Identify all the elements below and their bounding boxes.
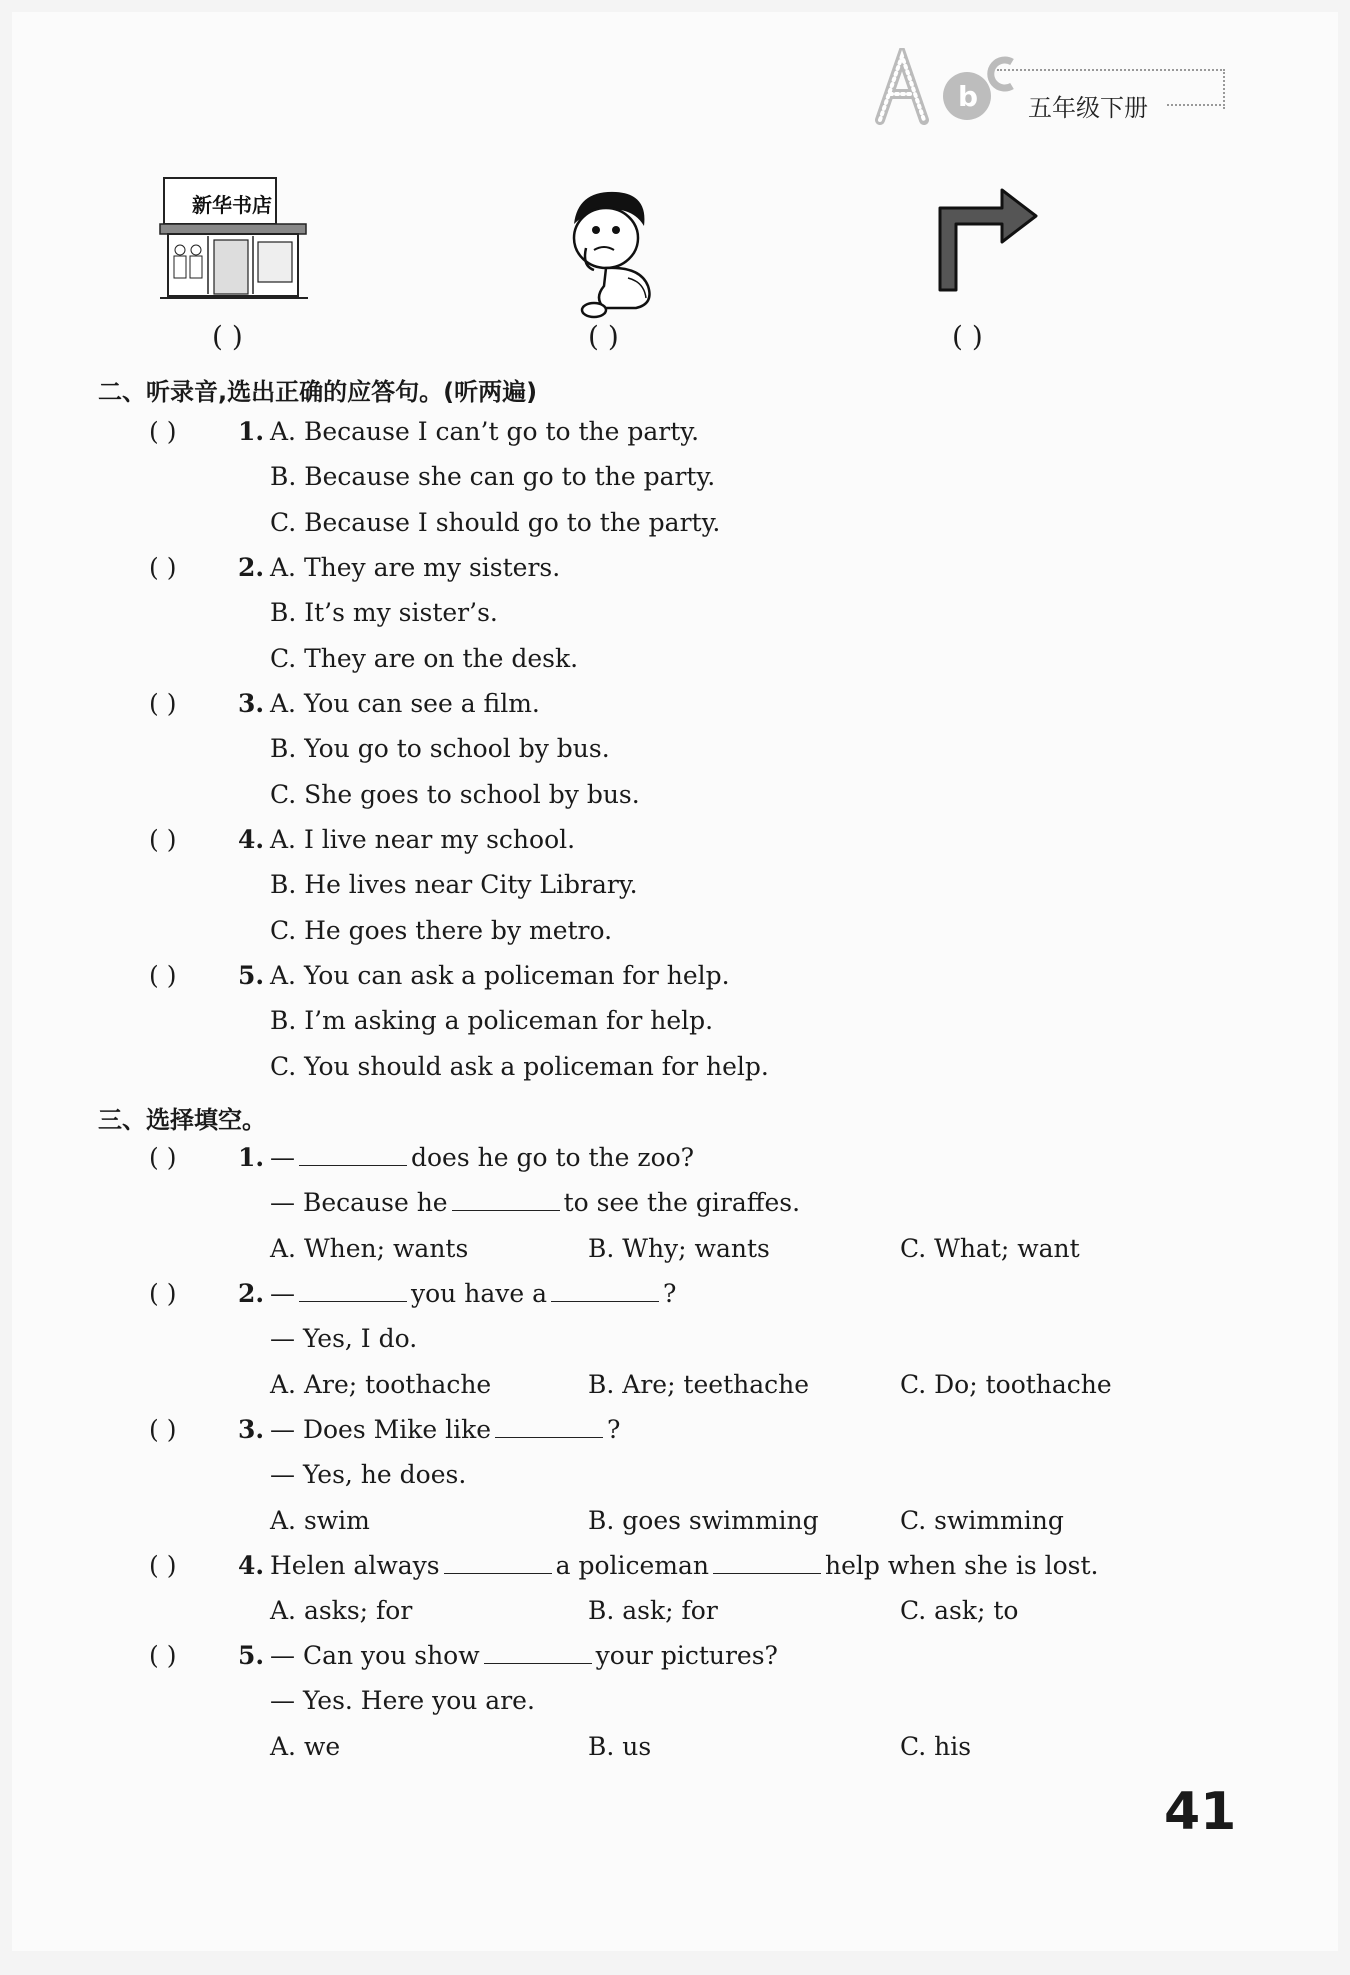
s3-q3-line-1 (270, 1415, 620, 1445)
s2-q4-number: 4. (238, 825, 265, 854)
s3-q2-option-a: A. Are; toothache (270, 1370, 492, 1399)
s3-q4-blank-2[interactable] (713, 1551, 821, 1574)
s2-q1-bracket[interactable]: ( ) (149, 417, 177, 446)
s3-q3-l1-end: ? (607, 1415, 621, 1444)
s2-q2-number: 2. (238, 553, 265, 582)
s3-q3-option-a: A. swim (270, 1506, 370, 1535)
grade-label: 五年级下册 (1028, 94, 1148, 122)
section-2-title: 二、听录音,选出正确的应答句。(听两遍) (98, 378, 538, 406)
s3-q5-option-c: C. his (900, 1732, 972, 1761)
page-number: 41 (1164, 1782, 1237, 1842)
s3-q1-blank-1[interactable] (299, 1143, 407, 1166)
s3-q3-bracket[interactable]: ( ) (149, 1415, 177, 1444)
s3-q3-l1-prefix: — Does Mike like (270, 1415, 492, 1444)
s3-q3-number: 3. (238, 1415, 265, 1444)
s3-q2-blank-1[interactable] (299, 1279, 407, 1302)
s3-q4-l1-mid: a policeman (555, 1551, 709, 1580)
s3-q1-option-c: C. What; want (900, 1234, 1080, 1263)
s3-q1-bracket[interactable]: ( ) (149, 1143, 177, 1172)
s2-q2-option-c: C. They are on the desk. (270, 644, 579, 673)
s2-q1-number: 1. (238, 417, 265, 446)
s3-q4-option-a: A. asks; for (270, 1596, 413, 1625)
s3-q5-line-2: — Yes. Here you are. (270, 1686, 535, 1715)
worksheet-page (12, 12, 1338, 1951)
s2-q3-option-b: B. You go to school by bus. (270, 734, 610, 763)
s3-q2-number: 2. (238, 1279, 265, 1308)
s3-q5-l1-prefix: — Can you show (270, 1641, 480, 1670)
s3-q3-blank-1[interactable] (495, 1415, 603, 1438)
s3-q3-line-2: — Yes, he does. (270, 1460, 467, 1489)
picture-2-answer-bracket[interactable]: ( ) (588, 320, 619, 353)
s3-q5-number: 5. (238, 1641, 265, 1670)
s3-q2-bracket[interactable]: ( ) (149, 1279, 177, 1308)
s3-q4-number: 4. (238, 1551, 265, 1580)
s3-q2-l1-prefix: — (270, 1279, 295, 1308)
s2-q4-option-b: B. He lives near City Library. (270, 870, 638, 899)
bookstore-sign: 新华书店 (192, 193, 272, 217)
s3-q3-option-b: B. goes swimming (588, 1506, 819, 1535)
s2-q5-option-c: C. You should ask a policeman for help. (270, 1052, 769, 1081)
s3-q1-option-b: B. Why; wants (588, 1234, 770, 1263)
s3-q2-blank-2[interactable] (551, 1279, 659, 1302)
s3-q5-l1-end: your pictures? (595, 1641, 778, 1670)
picture-3-answer-bracket[interactable]: ( ) (952, 320, 983, 353)
s3-q4-option-b: B. ask; for (588, 1596, 718, 1625)
s3-q5-option-b: B. us (588, 1732, 652, 1761)
svg-text:b: b (958, 80, 979, 113)
picture-1-answer-bracket[interactable]: ( ) (212, 320, 243, 353)
s2-q4-bracket[interactable]: ( ) (149, 825, 177, 854)
s2-q2-option-b: B. It’s my sister’s. (270, 598, 498, 627)
s3-q5-option-a: A. we (270, 1732, 341, 1761)
grade-dotted-line (1167, 104, 1221, 106)
s3-q4-line-1 (270, 1551, 1099, 1581)
s2-q1-option-a: A. Because I can’t go to the party. (270, 417, 700, 446)
s3-q2-option-b: B. Are; teethache (588, 1370, 810, 1399)
s2-q3-option-a: A. You can see a film. (270, 689, 540, 718)
s2-q5-number: 5. (238, 961, 265, 990)
s3-q1-blank-2[interactable] (452, 1188, 560, 1211)
s3-q1-line-1 (270, 1143, 694, 1173)
s2-q5-option-b: B. I’m asking a policeman for help. (270, 1006, 714, 1035)
s3-q2-line-1 (270, 1279, 676, 1309)
s2-q1-option-b: B. Because she can go to the party. (270, 462, 716, 491)
s2-q2-option-a: A. They are my sisters. (270, 553, 561, 582)
s3-q5-line-1 (270, 1641, 778, 1671)
s2-q4-option-c: C. He goes there by metro. (270, 916, 613, 945)
s3-q4-l1-prefix: Helen always (270, 1551, 440, 1580)
s3-q1-l2-rest: to see the giraffes. (563, 1188, 801, 1217)
s2-q3-number: 3. (238, 689, 265, 718)
s2-q3-option-c: C. She goes to school by bus. (270, 780, 640, 809)
bookstore-icon (158, 174, 310, 302)
s2-q3-bracket[interactable]: ( ) (149, 689, 177, 718)
boy-toothache-icon (564, 186, 668, 320)
s3-q1-l1-prefix: — (270, 1143, 295, 1172)
s3-q1-l1-rest: does he go to the zoo? (411, 1143, 695, 1172)
s3-q2-option-c: C. Do; toothache (900, 1370, 1112, 1399)
s3-q5-blank-1[interactable] (484, 1641, 592, 1664)
section-3-title: 三、选择填空。 (98, 1106, 266, 1134)
s3-q2-l1-mid: you have a (411, 1279, 547, 1308)
s2-q5-bracket[interactable]: ( ) (149, 961, 177, 990)
s2-q4-option-a: A. I live near my school. (270, 825, 576, 854)
s3-q4-bracket[interactable]: ( ) (149, 1551, 177, 1580)
s3-q1-option-a: A. When; wants (270, 1234, 469, 1263)
s3-q5-bracket[interactable]: ( ) (149, 1641, 177, 1670)
s3-q1-number: 1. (238, 1143, 265, 1172)
s3-q4-blank-1[interactable] (444, 1551, 552, 1574)
s2-q2-bracket[interactable]: ( ) (149, 553, 177, 582)
s3-q2-line-2: — Yes, I do. (270, 1324, 418, 1353)
s3-q1-line-2 (270, 1188, 800, 1218)
s3-q1-l2-prefix: — Because he (270, 1188, 448, 1217)
s2-q5-option-a: A. You can ask a policeman for help. (270, 961, 730, 990)
s3-q2-l1-end: ? (663, 1279, 677, 1308)
s3-q4-l1-end: help when she is lost. (825, 1551, 1099, 1580)
turn-right-arrow-icon (936, 186, 1040, 296)
s3-q4-option-c: C. ask; to (900, 1596, 1019, 1625)
s2-q1-option-c: C. Because I should go to the party. (270, 508, 721, 537)
s3-q3-option-c: C. swimming (900, 1506, 1064, 1535)
